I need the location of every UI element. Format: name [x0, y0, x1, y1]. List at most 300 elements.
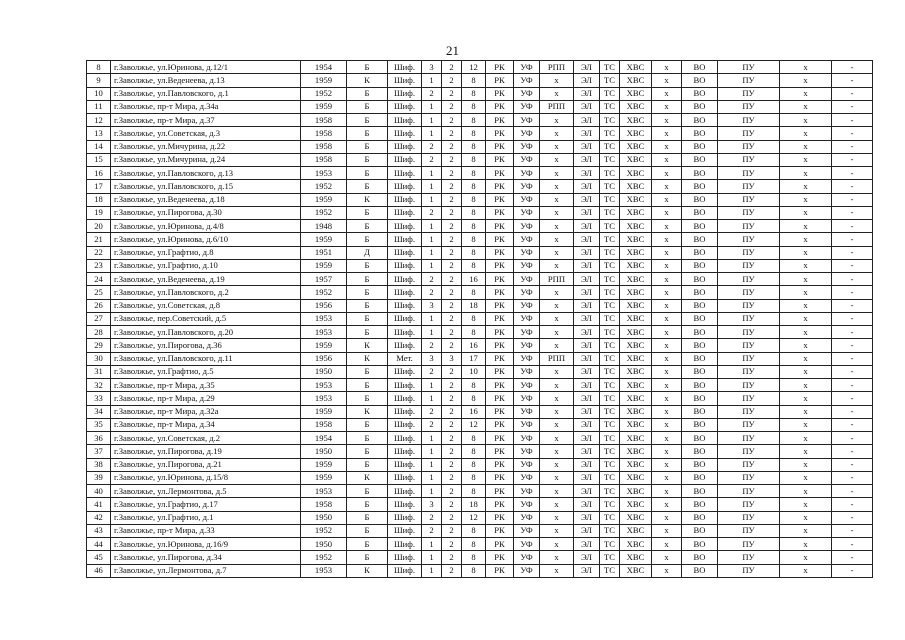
cell-year-built: 1959	[301, 74, 347, 87]
cell-metering: х	[780, 193, 832, 206]
cell-heating-type: РК	[486, 405, 514, 418]
cell-electricity: ЭЛ	[574, 352, 600, 365]
cell-utility-a: УФ	[514, 140, 540, 153]
cell-utility-a: УФ	[514, 538, 540, 551]
cell-heating-type: РК	[486, 273, 514, 286]
table-row	[87, 418, 873, 431]
cell-electricity: ЭЛ	[574, 365, 600, 378]
table-row	[87, 339, 873, 352]
cell-entrances: 2	[442, 564, 462, 577]
cell-gas-supply: ПУ	[718, 418, 780, 431]
cell-apartments: 8	[462, 100, 486, 113]
cell-electricity: ЭЛ	[574, 432, 600, 445]
cell-row-number: 21	[87, 233, 111, 246]
cell-floors: 1	[422, 485, 442, 498]
cell-hot-water: х	[652, 379, 682, 392]
cell-gas-supply: ПУ	[718, 299, 780, 312]
cell-drainage: ВО	[682, 246, 718, 259]
cell-hot-water: х	[652, 193, 682, 206]
cell-cold-water: ХВС	[620, 392, 652, 405]
cell-entrances: 2	[442, 392, 462, 405]
table-row	[87, 127, 873, 140]
cell-wall-material: Б	[347, 524, 388, 537]
cell-row-number: 11	[87, 100, 111, 113]
cell-heating-supply: ТС	[600, 61, 620, 74]
cell-heating-supply: ТС	[600, 326, 620, 339]
cell-roof-type: Шиф.	[388, 100, 422, 113]
cell-extra: -	[832, 312, 873, 325]
cell-address: г.Заволжье, ул.Графтио, д.1	[111, 511, 301, 524]
cell-metering: х	[780, 458, 832, 471]
cell-utility-b: х	[540, 74, 574, 87]
table-row	[87, 551, 873, 564]
cell-floors: 2	[422, 273, 442, 286]
cell-gas-supply: ПУ	[718, 167, 780, 180]
cell-cold-water: ХВС	[620, 445, 652, 458]
cell-electricity: ЭЛ	[574, 153, 600, 166]
cell-roof-type: Шиф.	[388, 273, 422, 286]
cell-apartments: 8	[462, 471, 486, 484]
cell-apartments: 8	[462, 140, 486, 153]
cell-hot-water: х	[652, 326, 682, 339]
table-row	[87, 259, 873, 272]
cell-year-built: 1959	[301, 100, 347, 113]
cell-wall-material: К	[347, 405, 388, 418]
cell-entrances: 2	[442, 458, 462, 471]
cell-extra: -	[832, 379, 873, 392]
cell-metering: х	[780, 87, 832, 100]
cell-heating-supply: ТС	[600, 365, 620, 378]
cell-hot-water: х	[652, 352, 682, 365]
cell-electricity: ЭЛ	[574, 379, 600, 392]
cell-roof-type: Шиф.	[388, 498, 422, 511]
cell-utility-b: х	[540, 167, 574, 180]
cell-year-built: 1958	[301, 153, 347, 166]
cell-apartments: 12	[462, 418, 486, 431]
cell-hot-water: х	[652, 220, 682, 233]
cell-wall-material: Б	[347, 365, 388, 378]
cell-gas-supply: ПУ	[718, 87, 780, 100]
table-row	[87, 167, 873, 180]
cell-row-number: 40	[87, 485, 111, 498]
cell-wall-material: К	[347, 193, 388, 206]
cell-apartments: 8	[462, 127, 486, 140]
cell-floors: 1	[422, 312, 442, 325]
cell-wall-material: Б	[347, 87, 388, 100]
cell-row-number: 35	[87, 418, 111, 431]
cell-utility-b: х	[540, 485, 574, 498]
cell-utility-a: УФ	[514, 379, 540, 392]
cell-entrances: 2	[442, 61, 462, 74]
cell-heating-supply: ТС	[600, 445, 620, 458]
cell-utility-a: УФ	[514, 485, 540, 498]
cell-wall-material: Б	[347, 458, 388, 471]
cell-roof-type: Шиф.	[388, 445, 422, 458]
cell-heating-type: РК	[486, 220, 514, 233]
cell-hot-water: х	[652, 140, 682, 153]
cell-apartments: 8	[462, 485, 486, 498]
cell-apartments: 18	[462, 299, 486, 312]
cell-year-built: 1959	[301, 259, 347, 272]
cell-cold-water: ХВС	[620, 286, 652, 299]
cell-heating-type: РК	[486, 339, 514, 352]
cell-heating-supply: ТС	[600, 259, 620, 272]
cell-drainage: ВО	[682, 193, 718, 206]
cell-roof-type: Шиф.	[388, 392, 422, 405]
cell-heating-type: РК	[486, 312, 514, 325]
cell-hot-water: х	[652, 259, 682, 272]
cell-utility-b: РПП	[540, 61, 574, 74]
cell-row-number: 25	[87, 286, 111, 299]
cell-utility-a: УФ	[514, 87, 540, 100]
cell-drainage: ВО	[682, 180, 718, 193]
cell-entrances: 2	[442, 246, 462, 259]
cell-floors: 2	[422, 153, 442, 166]
cell-apartments: 8	[462, 153, 486, 166]
cell-year-built: 1958	[301, 127, 347, 140]
cell-floors: 3	[422, 498, 442, 511]
cell-drainage: ВО	[682, 498, 718, 511]
cell-heating-supply: ТС	[600, 114, 620, 127]
cell-heating-type: РК	[486, 418, 514, 431]
cell-extra: -	[832, 418, 873, 431]
cell-apartments: 8	[462, 538, 486, 551]
cell-wall-material: К	[347, 471, 388, 484]
cell-wall-material: Б	[347, 418, 388, 431]
cell-roof-type: Шиф.	[388, 458, 422, 471]
cell-electricity: ЭЛ	[574, 471, 600, 484]
cell-apartments: 8	[462, 432, 486, 445]
cell-utility-b: РПП	[540, 352, 574, 365]
cell-metering: х	[780, 180, 832, 193]
cell-electricity: ЭЛ	[574, 564, 600, 577]
cell-heating-supply: ТС	[600, 551, 620, 564]
cell-utility-a: УФ	[514, 498, 540, 511]
cell-row-number: 13	[87, 127, 111, 140]
cell-roof-type: Шиф.	[388, 87, 422, 100]
cell-electricity: ЭЛ	[574, 233, 600, 246]
cell-cold-water: ХВС	[620, 352, 652, 365]
cell-utility-a: УФ	[514, 61, 540, 74]
cell-floors: 1	[422, 180, 442, 193]
cell-metering: х	[780, 286, 832, 299]
cell-hot-water: х	[652, 432, 682, 445]
cell-heating-type: РК	[486, 74, 514, 87]
cell-cold-water: ХВС	[620, 74, 652, 87]
cell-electricity: ЭЛ	[574, 61, 600, 74]
cell-cold-water: ХВС	[620, 259, 652, 272]
cell-extra: -	[832, 485, 873, 498]
cell-hot-water: х	[652, 273, 682, 286]
cell-roof-type: Шиф.	[388, 312, 422, 325]
cell-extra: -	[832, 114, 873, 127]
cell-roof-type: Шиф.	[388, 326, 422, 339]
cell-roof-type: Шиф.	[388, 432, 422, 445]
cell-utility-b: х	[540, 326, 574, 339]
cell-entrances: 2	[442, 445, 462, 458]
table-row	[87, 220, 873, 233]
cell-wall-material: Д	[347, 246, 388, 259]
table-row	[87, 206, 873, 219]
cell-cold-water: ХВС	[620, 233, 652, 246]
cell-utility-a: УФ	[514, 339, 540, 352]
cell-metering: х	[780, 471, 832, 484]
cell-year-built: 1952	[301, 551, 347, 564]
cell-floors: 3	[422, 299, 442, 312]
cell-electricity: ЭЛ	[574, 140, 600, 153]
cell-metering: х	[780, 498, 832, 511]
table-row	[87, 379, 873, 392]
cell-utility-a: УФ	[514, 352, 540, 365]
cell-wall-material: Б	[347, 538, 388, 551]
cell-address: г.Заволжье, ул.Веденеева, д.13	[111, 74, 301, 87]
cell-wall-material: Б	[347, 498, 388, 511]
cell-heating-type: РК	[486, 392, 514, 405]
cell-floors: 1	[422, 564, 442, 577]
cell-extra: -	[832, 220, 873, 233]
cell-extra: -	[832, 458, 873, 471]
cell-utility-b: х	[540, 140, 574, 153]
cell-gas-supply: ПУ	[718, 100, 780, 113]
cell-wall-material: Б	[347, 140, 388, 153]
cell-year-built: 1959	[301, 193, 347, 206]
cell-wall-material: Б	[347, 432, 388, 445]
cell-drainage: ВО	[682, 299, 718, 312]
table-row	[87, 114, 873, 127]
cell-metering: х	[780, 365, 832, 378]
cell-roof-type: Шиф.	[388, 180, 422, 193]
cell-year-built: 1952	[301, 180, 347, 193]
cell-apartments: 8	[462, 392, 486, 405]
cell-metering: х	[780, 551, 832, 564]
cell-address: г.Заволжье, ул.Веденеева, д.19	[111, 273, 301, 286]
cell-address: г.Заволжье, ул.Павловского, д.1	[111, 87, 301, 100]
table-row	[87, 498, 873, 511]
cell-drainage: ВО	[682, 485, 718, 498]
cell-cold-water: ХВС	[620, 458, 652, 471]
cell-heating-supply: ТС	[600, 233, 620, 246]
cell-cold-water: ХВС	[620, 524, 652, 537]
cell-utility-b: х	[540, 87, 574, 100]
cell-floors: 1	[422, 114, 442, 127]
cell-heating-supply: ТС	[600, 538, 620, 551]
cell-roof-type: Шиф.	[388, 405, 422, 418]
cell-apartments: 10	[462, 365, 486, 378]
cell-row-number: 31	[87, 365, 111, 378]
cell-utility-b: х	[540, 445, 574, 458]
cell-hot-water: х	[652, 167, 682, 180]
cell-apartments: 8	[462, 564, 486, 577]
cell-apartments: 8	[462, 87, 486, 100]
table-row	[87, 445, 873, 458]
cell-floors: 1	[422, 233, 442, 246]
cell-utility-a: УФ	[514, 206, 540, 219]
cell-roof-type: Шиф.	[388, 74, 422, 87]
table-row	[87, 326, 873, 339]
cell-gas-supply: ПУ	[718, 74, 780, 87]
cell-hot-water: х	[652, 286, 682, 299]
cell-utility-a: УФ	[514, 167, 540, 180]
cell-apartments: 16	[462, 405, 486, 418]
cell-year-built: 1954	[301, 432, 347, 445]
cell-utility-b: РПП	[540, 273, 574, 286]
cell-utility-a: УФ	[514, 471, 540, 484]
cell-electricity: ЭЛ	[574, 180, 600, 193]
cell-heating-type: РК	[486, 114, 514, 127]
cell-entrances: 2	[442, 524, 462, 537]
cell-heating-type: РК	[486, 538, 514, 551]
cell-roof-type: Шиф.	[388, 114, 422, 127]
cell-apartments: 8	[462, 220, 486, 233]
cell-cold-water: ХВС	[620, 564, 652, 577]
cell-heating-supply: ТС	[600, 127, 620, 140]
cell-utility-a: УФ	[514, 564, 540, 577]
cell-extra: -	[832, 153, 873, 166]
cell-roof-type: Шиф.	[388, 233, 422, 246]
cell-drainage: ВО	[682, 379, 718, 392]
cell-metering: х	[780, 432, 832, 445]
cell-hot-water: х	[652, 127, 682, 140]
cell-apartments: 12	[462, 61, 486, 74]
cell-heating-type: РК	[486, 299, 514, 312]
cell-drainage: ВО	[682, 551, 718, 564]
cell-row-number: 23	[87, 259, 111, 272]
cell-apartments: 12	[462, 511, 486, 524]
cell-hot-water: х	[652, 299, 682, 312]
cell-electricity: ЭЛ	[574, 246, 600, 259]
cell-row-number: 34	[87, 405, 111, 418]
cell-heating-supply: ТС	[600, 87, 620, 100]
cell-utility-b: х	[540, 193, 574, 206]
cell-heating-type: РК	[486, 153, 514, 166]
cell-gas-supply: ПУ	[718, 445, 780, 458]
cell-utility-b: х	[540, 286, 574, 299]
cell-cold-water: ХВС	[620, 87, 652, 100]
cell-heating-supply: ТС	[600, 352, 620, 365]
cell-floors: 1	[422, 193, 442, 206]
cell-heating-supply: ТС	[600, 524, 620, 537]
cell-electricity: ЭЛ	[574, 273, 600, 286]
cell-drainage: ВО	[682, 273, 718, 286]
cell-utility-a: УФ	[514, 220, 540, 233]
cell-floors: 2	[422, 339, 442, 352]
cell-utility-a: УФ	[514, 551, 540, 564]
cell-metering: х	[780, 114, 832, 127]
cell-hot-water: х	[652, 458, 682, 471]
cell-wall-material: Б	[347, 299, 388, 312]
cell-heating-supply: ТС	[600, 273, 620, 286]
cell-year-built: 1959	[301, 471, 347, 484]
cell-row-number: 10	[87, 87, 111, 100]
cell-utility-a: УФ	[514, 326, 540, 339]
cell-year-built: 1958	[301, 114, 347, 127]
cell-electricity: ЭЛ	[574, 524, 600, 537]
cell-electricity: ЭЛ	[574, 286, 600, 299]
cell-cold-water: ХВС	[620, 551, 652, 564]
cell-entrances: 2	[442, 326, 462, 339]
cell-year-built: 1950	[301, 511, 347, 524]
cell-cold-water: ХВС	[620, 167, 652, 180]
cell-metering: х	[780, 153, 832, 166]
cell-drainage: ВО	[682, 153, 718, 166]
cell-utility-b: х	[540, 339, 574, 352]
cell-address: г.Заволжье, ул.Веденеева, д.18	[111, 193, 301, 206]
cell-heating-type: РК	[486, 206, 514, 219]
cell-utility-a: УФ	[514, 418, 540, 431]
cell-year-built: 1950	[301, 445, 347, 458]
cell-gas-supply: ПУ	[718, 259, 780, 272]
cell-hot-water: х	[652, 365, 682, 378]
cell-drainage: ВО	[682, 74, 718, 87]
cell-row-number: 19	[87, 206, 111, 219]
cell-year-built: 1958	[301, 140, 347, 153]
cell-hot-water: х	[652, 100, 682, 113]
cell-utility-b: х	[540, 551, 574, 564]
cell-address: г.Заволжье, ул.Павловского, д.13	[111, 167, 301, 180]
cell-floors: 1	[422, 100, 442, 113]
cell-metering: х	[780, 312, 832, 325]
cell-wall-material: Б	[347, 551, 388, 564]
cell-wall-material: Б	[347, 445, 388, 458]
cell-metering: х	[780, 206, 832, 219]
cell-heating-supply: ТС	[600, 220, 620, 233]
cell-utility-a: УФ	[514, 74, 540, 87]
cell-cold-water: ХВС	[620, 418, 652, 431]
cell-drainage: ВО	[682, 432, 718, 445]
cell-row-number: 44	[87, 538, 111, 551]
cell-entrances: 2	[442, 339, 462, 352]
table-row	[87, 286, 873, 299]
cell-roof-type: Шиф.	[388, 259, 422, 272]
cell-floors: 1	[422, 458, 442, 471]
cell-utility-b: х	[540, 405, 574, 418]
table-row	[87, 299, 873, 312]
cell-heating-supply: ТС	[600, 405, 620, 418]
cell-utility-a: УФ	[514, 100, 540, 113]
cell-extra: -	[832, 180, 873, 193]
cell-entrances: 2	[442, 153, 462, 166]
cell-cold-water: ХВС	[620, 432, 652, 445]
cell-year-built: 1954	[301, 61, 347, 74]
cell-hot-water: х	[652, 445, 682, 458]
cell-heating-type: РК	[486, 259, 514, 272]
cell-utility-a: УФ	[514, 127, 540, 140]
cell-wall-material: К	[347, 74, 388, 87]
cell-address: г.Заволжье, пр-т Мира, д.33	[111, 524, 301, 537]
cell-entrances: 2	[442, 233, 462, 246]
cell-cold-water: ХВС	[620, 485, 652, 498]
cell-hot-water: х	[652, 339, 682, 352]
cell-metering: х	[780, 405, 832, 418]
cell-utility-a: УФ	[514, 299, 540, 312]
cell-floors: 2	[422, 286, 442, 299]
cell-utility-a: УФ	[514, 246, 540, 259]
cell-metering: х	[780, 326, 832, 339]
cell-gas-supply: ПУ	[718, 485, 780, 498]
cell-wall-material: Б	[347, 485, 388, 498]
cell-wall-material: Б	[347, 392, 388, 405]
cell-gas-supply: ПУ	[718, 312, 780, 325]
cell-gas-supply: ПУ	[718, 352, 780, 365]
cell-apartments: 8	[462, 379, 486, 392]
cell-extra: -	[832, 299, 873, 312]
cell-gas-supply: ПУ	[718, 61, 780, 74]
cell-drainage: ВО	[682, 352, 718, 365]
cell-gas-supply: ПУ	[718, 180, 780, 193]
cell-metering: х	[780, 418, 832, 431]
cell-apartments: 8	[462, 259, 486, 272]
cell-wall-material: Б	[347, 180, 388, 193]
